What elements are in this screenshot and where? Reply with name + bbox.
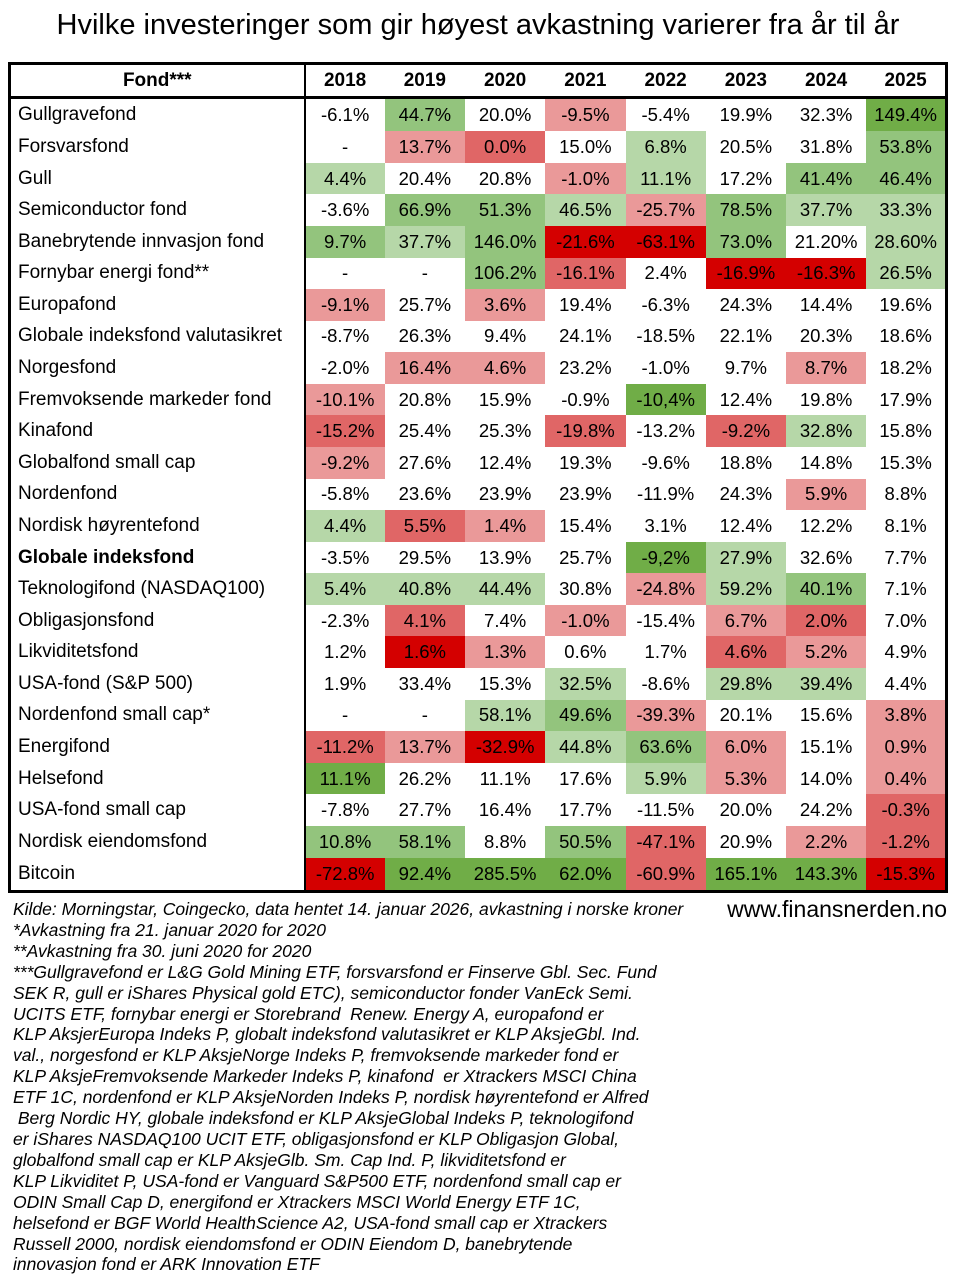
returns-table — [8, 62, 948, 893]
footnote-line: UCITS ETF, fornybar energi er Storebrand Renew. Energy A, europafond er — [13, 1003, 604, 1024]
footnote-line: ***Gullgravefond er L&G Gold Mining ETF, forsvarsfond er Finserve Gbl. Sec. Fund — [13, 961, 657, 982]
table-row — [10, 605, 947, 637]
table-row — [10, 415, 947, 447]
return-cell: 165.1% — [706, 858, 786, 892]
return-cell: 14.8% — [786, 447, 866, 479]
return-cell: 106.2% — [465, 258, 545, 290]
table-row — [10, 447, 947, 479]
return-cell: -1.0% — [545, 605, 625, 637]
return-cell: -2.3% — [305, 605, 385, 637]
return-cell: 9.7% — [706, 352, 786, 384]
return-cell: 20.9% — [706, 826, 786, 858]
return-cell: 1.9% — [305, 668, 385, 700]
return-cell: -1.2% — [866, 826, 946, 858]
return-cell: 40.8% — [385, 573, 465, 605]
return-cell: 24.1% — [545, 321, 625, 353]
footnote-line: helsefond er BGF World HealthScience A2, USA-fond small cap er Xtrackers — [13, 1212, 608, 1233]
return-cell: 44.8% — [545, 731, 625, 763]
return-cell: -60.9% — [626, 858, 706, 892]
return-cell: 15.4% — [545, 510, 625, 542]
return-cell: 15.8% — [866, 415, 946, 447]
return-cell: 49.6% — [545, 700, 625, 732]
fund-name-cell: USA-fond small cap — [10, 794, 305, 826]
return-cell: 29.5% — [385, 542, 465, 574]
return-cell: 18.2% — [866, 352, 946, 384]
return-cell: 32.3% — [786, 98, 866, 132]
return-cell: 6.0% — [706, 731, 786, 763]
return-cell: 4.6% — [706, 636, 786, 668]
table-row — [10, 731, 947, 763]
return-cell: 4.4% — [866, 668, 946, 700]
return-cell: 6.8% — [626, 131, 706, 163]
return-cell: 5.4% — [305, 573, 385, 605]
fund-name-cell: Globale indeksfond valutasikret — [10, 321, 305, 353]
return-cell: 5.2% — [786, 636, 866, 668]
return-cell: 62.0% — [545, 858, 625, 892]
return-cell: -1.0% — [626, 352, 706, 384]
year-column-header: 2021 — [545, 64, 625, 98]
return-cell: -8.6% — [626, 668, 706, 700]
return-cell: -9,2% — [626, 542, 706, 574]
return-cell: 92.4% — [385, 858, 465, 892]
fund-name-cell: Nordenfond small cap* — [10, 700, 305, 732]
return-cell: -10.1% — [305, 384, 385, 416]
return-cell: 23.9% — [545, 479, 625, 511]
return-cell: -0.9% — [545, 384, 625, 416]
table-row — [10, 131, 947, 163]
return-cell: 29.8% — [706, 668, 786, 700]
return-cell: 7.7% — [866, 542, 946, 574]
return-cell: 13.7% — [385, 131, 465, 163]
return-cell: -13.2% — [626, 415, 706, 447]
fund-name-cell: Nordisk eiendomsfond — [10, 826, 305, 858]
return-cell: 0.0% — [465, 131, 545, 163]
return-cell: 33.3% — [866, 194, 946, 226]
return-cell: 32.6% — [786, 542, 866, 574]
footnote-line: KLP AksjeFremvoksende Markeder Indeks P, kinafond er Xtrackers MSCI China — [13, 1066, 637, 1087]
year-column-header: 2024 — [786, 64, 866, 98]
return-cell: 20.8% — [385, 384, 465, 416]
return-cell: 23.6% — [385, 479, 465, 511]
table-row — [10, 668, 947, 700]
return-cell: 20.5% — [706, 131, 786, 163]
return-cell: 285.5% — [465, 858, 545, 892]
footnote-line: **Avkastning fra 30. juni 2020 for 2020 — [13, 940, 312, 961]
return-cell: 0.4% — [866, 763, 946, 795]
return-cell: 1.2% — [305, 636, 385, 668]
fund-name-cell: Likviditetsfond — [10, 636, 305, 668]
return-cell: 1.3% — [465, 636, 545, 668]
return-cell: 3.8% — [866, 700, 946, 732]
table-row — [10, 163, 947, 195]
return-cell: 30.8% — [545, 573, 625, 605]
return-cell: 11.1% — [465, 763, 545, 795]
return-cell: -16.9% — [706, 258, 786, 290]
table-row — [10, 700, 947, 732]
return-cell: - — [305, 700, 385, 732]
table-row — [10, 826, 947, 858]
return-cell: 66.9% — [385, 194, 465, 226]
return-cell: -3.5% — [305, 542, 385, 574]
return-cell: 5.5% — [385, 510, 465, 542]
return-cell: 20.0% — [465, 98, 545, 132]
return-cell: 20.8% — [465, 163, 545, 195]
table-row — [10, 858, 947, 892]
return-cell: 18.8% — [706, 447, 786, 479]
return-cell: 15.1% — [786, 731, 866, 763]
return-cell: 19.8% — [786, 384, 866, 416]
return-cell: 16.4% — [385, 352, 465, 384]
return-cell: -39.3% — [626, 700, 706, 732]
return-cell: 37.7% — [385, 226, 465, 258]
return-cell: 26.2% — [385, 763, 465, 795]
footnotes — [13, 899, 683, 1275]
return-cell: 146.0% — [465, 226, 545, 258]
return-cell: 31.8% — [786, 131, 866, 163]
fund-name-cell: Nordenfond — [10, 479, 305, 511]
table-row — [10, 479, 947, 511]
return-cell: 8.1% — [866, 510, 946, 542]
footnote-line: Russell 2000, nordisk eiendomsfond er ODIN Eiendom D, banebrytende — [13, 1233, 573, 1254]
fund-name-cell: Europafond — [10, 289, 305, 321]
header-row — [10, 64, 947, 98]
return-cell: 73.0% — [706, 226, 786, 258]
return-cell: -18.5% — [626, 321, 706, 353]
return-cell: 4.1% — [385, 605, 465, 637]
return-cell: 5.9% — [626, 763, 706, 795]
return-cell: -25.7% — [626, 194, 706, 226]
fund-name-cell: Norgesfond — [10, 352, 305, 384]
return-cell: 4.9% — [866, 636, 946, 668]
return-cell: 17.6% — [545, 763, 625, 795]
year-column-header: 2025 — [866, 64, 946, 98]
fund-name-cell: Bitcoin — [10, 858, 305, 892]
return-cell: 26.3% — [385, 321, 465, 353]
fund-name-cell: Kinafond — [10, 415, 305, 447]
return-cell: -6.1% — [305, 98, 385, 132]
return-cell: - — [385, 258, 465, 290]
page-title: Hvilke investeringer som gir høyest avkastning varierer fra år til år — [56, 9, 900, 41]
return-cell: 15.0% — [545, 131, 625, 163]
return-cell: -6.3% — [626, 289, 706, 321]
return-cell: 17.2% — [706, 163, 786, 195]
return-cell: 143.3% — [786, 858, 866, 892]
return-cell: 4.4% — [305, 510, 385, 542]
return-cell: 24.3% — [706, 479, 786, 511]
footnote-line: KLP Likviditet P, USA-fond er Vanguard S&P500 ETF, nordenfond small cap er — [13, 1170, 621, 1191]
return-cell: 6.7% — [706, 605, 786, 637]
fund-name-cell: Fremvoksende markeder fond — [10, 384, 305, 416]
return-cell: 20.0% — [706, 794, 786, 826]
return-cell: 15.3% — [866, 447, 946, 479]
return-cell: -0.3% — [866, 794, 946, 826]
return-cell: -7.8% — [305, 794, 385, 826]
return-cell: 50.5% — [545, 826, 625, 858]
return-cell: -11.9% — [626, 479, 706, 511]
fund-name-cell: Fornybar energi fond** — [10, 258, 305, 290]
return-cell: 17.9% — [866, 384, 946, 416]
return-cell: 15.6% — [786, 700, 866, 732]
year-column-header: 2020 — [465, 64, 545, 98]
return-cell: 39.4% — [786, 668, 866, 700]
return-cell: 37.7% — [786, 194, 866, 226]
fund-name-cell: Helsefond — [10, 763, 305, 795]
return-cell: -21.6% — [545, 226, 625, 258]
footnote-line: innovasjon fond er ARK Innovation ETF — [13, 1254, 320, 1275]
return-cell: -15.3% — [866, 858, 946, 892]
return-cell: 58.1% — [465, 700, 545, 732]
year-column-header: 2022 — [626, 64, 706, 98]
return-cell: -16.3% — [786, 258, 866, 290]
return-cell: 20.4% — [385, 163, 465, 195]
return-cell: 0.9% — [866, 731, 946, 763]
return-cell: 25.4% — [385, 415, 465, 447]
return-cell: 41.4% — [786, 163, 866, 195]
return-cell: 12.4% — [706, 510, 786, 542]
return-cell: 12.4% — [706, 384, 786, 416]
return-cell: 24.3% — [706, 289, 786, 321]
return-cell: 27.9% — [706, 542, 786, 574]
table-row — [10, 763, 947, 795]
return-cell: 46.5% — [545, 194, 625, 226]
return-cell: -47.1% — [626, 826, 706, 858]
table-row — [10, 573, 947, 605]
table-row — [10, 98, 947, 132]
return-cell: 40.1% — [786, 573, 866, 605]
footnote-line: *Avkastning fra 21. januar 2020 for 2020 — [13, 919, 326, 940]
fund-name-cell: Nordisk høyrentefond — [10, 510, 305, 542]
fund-name-cell: Globalfond small cap — [10, 447, 305, 479]
return-cell: 16.4% — [465, 794, 545, 826]
return-cell: 9.7% — [305, 226, 385, 258]
return-cell: -24.8% — [626, 573, 706, 605]
return-cell: -9.2% — [305, 447, 385, 479]
fund-name-cell: Banebrytende innvasjon fond — [10, 226, 305, 258]
return-cell: -3.6% — [305, 194, 385, 226]
return-cell: 25.3% — [465, 415, 545, 447]
return-cell: -32.9% — [465, 731, 545, 763]
return-cell: 9.4% — [465, 321, 545, 353]
return-cell: 23.2% — [545, 352, 625, 384]
return-cell: 15.3% — [465, 668, 545, 700]
fund-name-cell: Gullgravefond — [10, 98, 305, 132]
fund-name-cell: Forsvarsfond — [10, 131, 305, 163]
return-cell: 5.3% — [706, 763, 786, 795]
return-cell: 7.1% — [866, 573, 946, 605]
return-cell: -72.8% — [305, 858, 385, 892]
return-cell: 12.4% — [465, 447, 545, 479]
return-cell: 2.2% — [786, 826, 866, 858]
return-cell: -19.8% — [545, 415, 625, 447]
return-cell: 7.0% — [866, 605, 946, 637]
table-row — [10, 258, 947, 290]
return-cell: -9.6% — [626, 447, 706, 479]
return-cell: 2.4% — [626, 258, 706, 290]
return-cell: 32.8% — [786, 415, 866, 447]
fund-name-cell: Semiconductor fond — [10, 194, 305, 226]
return-cell: -11.5% — [626, 794, 706, 826]
return-cell: -5.4% — [626, 98, 706, 132]
return-cell: -2.0% — [305, 352, 385, 384]
return-cell: 20.3% — [786, 321, 866, 353]
table-row — [10, 289, 947, 321]
footnote-line: SEK R, gull er iShares Physical gold ETC), semiconductor fonder VanEck Semi. — [13, 982, 633, 1003]
return-cell: 28.60% — [866, 226, 946, 258]
fund-name-cell: USA-fond (S&P 500) — [10, 668, 305, 700]
return-cell: 23.9% — [465, 479, 545, 511]
website-url: www.finansnerden.no — [727, 896, 947, 922]
return-cell: 33.4% — [385, 668, 465, 700]
fund-name-cell: Globale indeksfond — [10, 542, 305, 574]
return-cell: 5.9% — [786, 479, 866, 511]
table-row — [10, 636, 947, 668]
footnote-line: Kilde: Morningstar, Coingecko, data hentet 14. januar 2026, avkastning i norske kroner — [13, 899, 684, 919]
return-cell: 78.5% — [706, 194, 786, 226]
return-cell: 13.9% — [465, 542, 545, 574]
return-cell: -9.1% — [305, 289, 385, 321]
return-cell: 63.6% — [626, 731, 706, 763]
return-cell: 58.1% — [385, 826, 465, 858]
return-cell: 44.7% — [385, 98, 465, 132]
return-cell: -9.5% — [545, 98, 625, 132]
return-cell: - — [305, 131, 385, 163]
return-cell: 1.4% — [465, 510, 545, 542]
return-cell: 46.4% — [866, 163, 946, 195]
year-column-header: 2023 — [706, 64, 786, 98]
footnote-line: val., norgesfond er KLP AksjeNorge Indeks P, fremvoksende markeder fond er — [13, 1045, 619, 1066]
table-body — [10, 98, 947, 892]
fund-column-header: Fond*** — [10, 64, 305, 98]
return-cell: 25.7% — [385, 289, 465, 321]
return-cell: 19.4% — [545, 289, 625, 321]
return-cell: -15.4% — [626, 605, 706, 637]
return-cell: 2.0% — [786, 605, 866, 637]
return-cell: 4.4% — [305, 163, 385, 195]
footnote-line: ETF 1C, nordenfond er KLP AksjeNorden Indeks P, nordisk høyrentefond er Alfred — [13, 1087, 649, 1108]
return-cell: 8.8% — [866, 479, 946, 511]
return-cell: 26.5% — [866, 258, 946, 290]
footnote-line: KLP AksjerEuropa Indeks P, globalt indeksfond valutasikret er KLP AksjeGbl. Ind. — [13, 1024, 641, 1045]
return-cell: 14.4% — [786, 289, 866, 321]
year-column-header: 2019 — [385, 64, 465, 98]
return-cell: 3.6% — [465, 289, 545, 321]
return-cell: 4.6% — [465, 352, 545, 384]
table-row — [10, 321, 947, 353]
return-cell: -15.2% — [305, 415, 385, 447]
return-cell: 11.1% — [305, 763, 385, 795]
table-row — [10, 384, 947, 416]
return-cell: 44.4% — [465, 573, 545, 605]
footnote-line: Berg Nordic HY, globale indeksfond er KLP AksjeGlobal Indeks P, teknologifond — [13, 1108, 634, 1129]
return-cell: -16.1% — [545, 258, 625, 290]
return-cell: 27.6% — [385, 447, 465, 479]
return-cell: -11.2% — [305, 731, 385, 763]
footnote-line: globalfond small cap er KLP AksjeGlb. Sm. Cap Ind. P, likviditetsfond er — [13, 1149, 566, 1170]
return-cell: -10,4% — [626, 384, 706, 416]
return-cell: 32.5% — [545, 668, 625, 700]
return-cell: -63.1% — [626, 226, 706, 258]
return-cell: 53.8% — [866, 131, 946, 163]
fund-name-cell: Teknologifond (NASDAQ100) — [10, 573, 305, 605]
footnote-line: er iShares NASDAQ100 UCIT ETF, obligasjonsfond er KLP Obligasjon Global, — [13, 1128, 619, 1149]
return-cell: 8.7% — [786, 352, 866, 384]
return-cell: 19.6% — [866, 289, 946, 321]
footnote-line: ODIN Small Cap D, energifond er Xtrackers MSCI World Energy ETF 1C, — [13, 1191, 581, 1212]
table-row — [10, 226, 947, 258]
return-cell: 15.9% — [465, 384, 545, 416]
table-row — [10, 194, 947, 226]
return-cell: -1.0% — [545, 163, 625, 195]
return-cell: 149.4% — [866, 98, 946, 132]
return-cell: 11.1% — [626, 163, 706, 195]
return-cell: - — [385, 700, 465, 732]
return-cell: 1.7% — [626, 636, 706, 668]
return-cell: 25.7% — [545, 542, 625, 574]
return-cell: 51.3% — [465, 194, 545, 226]
return-cell: 13.7% — [385, 731, 465, 763]
fund-name-cell: Gull — [10, 163, 305, 195]
return-cell: 21.20% — [786, 226, 866, 258]
return-cell: 12.2% — [786, 510, 866, 542]
return-cell: 19.9% — [706, 98, 786, 132]
return-cell: -8.7% — [305, 321, 385, 353]
return-cell: 8.8% — [465, 826, 545, 858]
return-cell: 0.6% — [545, 636, 625, 668]
return-cell: - — [305, 258, 385, 290]
table-row — [10, 352, 947, 384]
fund-name-cell: Obligasjonsfond — [10, 605, 305, 637]
return-cell: 14.0% — [786, 763, 866, 795]
return-cell: 24.2% — [786, 794, 866, 826]
table-row — [10, 794, 947, 826]
return-cell: -5.8% — [305, 479, 385, 511]
return-cell: 20.1% — [706, 700, 786, 732]
return-cell: 27.7% — [385, 794, 465, 826]
year-column-header: 2018 — [305, 64, 385, 98]
return-cell: 59.2% — [706, 573, 786, 605]
return-cell: 19.3% — [545, 447, 625, 479]
fund-name-cell: Energifond — [10, 731, 305, 763]
return-cell: 22.1% — [706, 321, 786, 353]
table-row — [10, 510, 947, 542]
table-row — [10, 542, 947, 574]
return-cell: 1.6% — [385, 636, 465, 668]
return-cell: 7.4% — [465, 605, 545, 637]
return-cell: -9.2% — [706, 415, 786, 447]
return-cell: 18.6% — [866, 321, 946, 353]
return-cell: 3.1% — [626, 510, 706, 542]
return-cell: 10.8% — [305, 826, 385, 858]
return-cell: 17.7% — [545, 794, 625, 826]
